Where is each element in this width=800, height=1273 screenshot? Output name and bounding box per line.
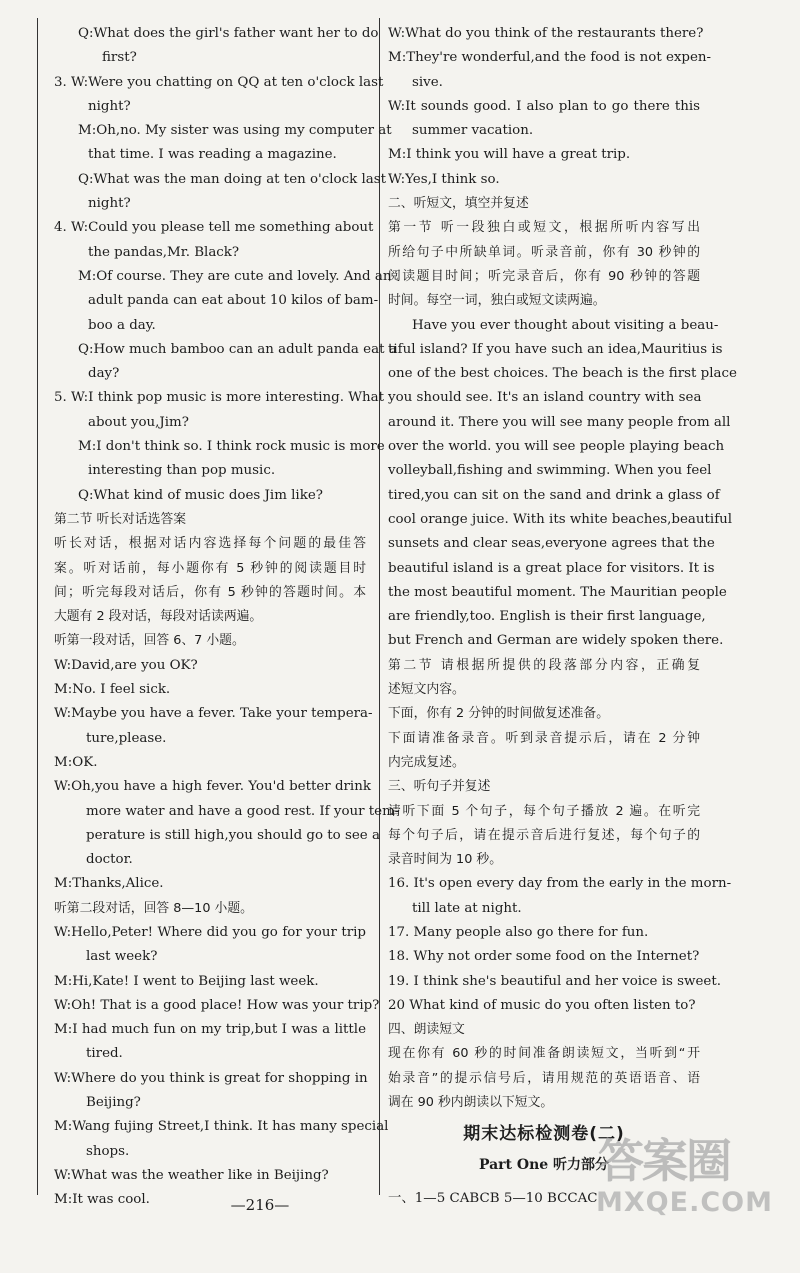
text-line: 案。听对话前，每小题你有 5 秒钟的阅读题目时 xyxy=(54,560,366,576)
text-line: M:I think you will have a great trip. xyxy=(388,147,631,163)
text-line: Beijing? xyxy=(86,1095,141,1111)
text-line: 16. It's open every day from the early in the morn- xyxy=(388,876,732,892)
text-line: 间；听完每段对话后，你有 5 秒钟的答题时间。本 xyxy=(54,584,366,600)
text-line: perature is still high,you should go to see a xyxy=(86,827,380,843)
text-line: 录音时间为 10 秒。 xyxy=(388,852,502,868)
text-line: W:Oh! That is a good place! How was your trip? xyxy=(54,997,380,1013)
text-line: W:Hello,Peter! Where did you go for your trip xyxy=(54,924,366,940)
text-line: 17. Many people also go there for fun. xyxy=(388,924,649,940)
text-line: around it. There you will see many people from all xyxy=(388,414,731,430)
text-line: W:What was the weather like in Beijing? xyxy=(54,1167,329,1183)
text-line: 听第二段对话，回答 8—10 小题。 xyxy=(54,900,253,916)
text-line: 4. W:Could you please tell me something about xyxy=(54,220,374,236)
text-line: 听长对话，根据对话内容选择每个问题的最佳答 xyxy=(54,536,366,552)
text-line: beautiful island is a great place for visitors. It is xyxy=(388,560,715,576)
text-line: 听第一段对话，回答 6、7 小题。 xyxy=(54,633,245,649)
text-line: W:David,are you OK? xyxy=(54,657,198,673)
text-line: 第二节 请根据所提供的段落部分内容，正确复 xyxy=(388,657,700,673)
text-line: M:It was cool. xyxy=(54,1192,150,1208)
text-line: W:Yes,I think so. xyxy=(388,171,500,187)
text-line: W:Maybe you have a fever. Take your tempera- xyxy=(54,706,373,722)
text-line: 阅读题目时间；听完录音后，你有 90 秒钟的答题 xyxy=(388,268,700,284)
text-line: are friendly,too. English is their first language, xyxy=(388,609,706,625)
text-line: W:What do you think of the restaurants there? xyxy=(388,26,704,41)
text-line: 二、听短文，填空并复述 xyxy=(388,196,529,212)
text-line: 所给句子中所缺单词。听录音前，你有 30 秒钟的 xyxy=(388,244,700,260)
text-line: 请听下面 5 个句子，每个句子播放 2 遍。在听完 xyxy=(388,803,700,819)
text-line: tiful island? If you have such an idea,Mauritius is xyxy=(388,341,723,357)
text-line: 始录音”的提示信号后，请用规范的英语语音、语 xyxy=(388,1070,700,1086)
text-line: M:No. I feel sick. xyxy=(54,682,171,698)
text-line: tired. xyxy=(86,1046,123,1062)
text-line: W:Where do you think is great for shopping in xyxy=(54,1070,368,1086)
part-title: Part One 听力部分 xyxy=(478,1157,610,1174)
left-margin-rule xyxy=(37,18,38,1195)
text-line: that time. I was reading a magazine. xyxy=(88,147,337,163)
text-line: 第一节 听一段独白或短文，根据所听内容写出 xyxy=(388,220,700,236)
text-line: summer vacation. xyxy=(412,123,534,139)
text-line: Q:What was the man doing at ten o'clock last xyxy=(78,171,386,187)
section-title: 期末达标检测卷(二) xyxy=(463,1124,625,1145)
text-line: 四、朗读短文 xyxy=(388,1022,465,1038)
text-line: 下面请准备录音。听到录音提示后，请在 2 分钟 xyxy=(388,730,700,746)
text-line: last week? xyxy=(86,949,158,965)
text-line: adult panda can eat about 10 kilos of bam- xyxy=(88,293,379,309)
text-line: but French and German are widely spoken there. xyxy=(388,633,724,649)
text-line: M:I had much fun on my trip,but I was a little xyxy=(54,1022,366,1038)
text-line: 每个句子后，请在提示音后进行复述，每个句子的 xyxy=(388,827,700,843)
text-line: night? xyxy=(88,196,131,212)
text-line: till late at night. xyxy=(412,900,522,916)
text-line: 20 What kind of music do you often listen to? xyxy=(388,997,696,1013)
text-line: M:Thanks,Alice. xyxy=(54,876,164,892)
text-line: cool orange juice. With its white beaches,beautiful xyxy=(388,511,733,527)
text-line: W:Oh,you have a high fever. You'd better drink xyxy=(54,779,371,795)
text-line: M:OK. xyxy=(54,754,98,770)
text-line: M:Wang fujing Street,I think. It has many special xyxy=(54,1119,389,1135)
text-line: first? xyxy=(102,50,137,66)
text-line: Have you ever thought about visiting a beau- xyxy=(412,317,719,333)
text-line: about you,Jim? xyxy=(88,414,189,430)
page-number: —216— xyxy=(230,1196,290,1214)
text-line: tired,you can sit on the sand and drink a glass of xyxy=(388,487,720,503)
right-column xyxy=(388,22,737,1212)
text-line: 第二节 听长对话选答案 xyxy=(54,511,187,527)
text-line: day? xyxy=(88,366,120,382)
text-line: 5. W:I think pop music is more interesting. What xyxy=(54,390,384,406)
text-line: one of the best choices. The beach is the first place xyxy=(388,366,737,382)
text-line: you should see. It's an island country with sea xyxy=(388,390,702,406)
text-line: sive. xyxy=(412,74,443,90)
text-line: shops. xyxy=(86,1143,130,1159)
watermark-logo: 答案圈 MXQE.COM xyxy=(596,1134,773,1218)
text-line: M:I don't think so. I think rock music is more xyxy=(78,439,385,455)
left-column xyxy=(54,22,400,1213)
text-line: M:Hi,Kate! I went to Beijing last week. xyxy=(54,973,319,989)
answer-line: 一、1—5 CABCB 5—10 BCCAC xyxy=(388,1191,598,1207)
text-line: boo a day. xyxy=(88,317,156,333)
text-line: 述短文内容。 xyxy=(388,682,465,698)
right-column-text xyxy=(388,22,737,1115)
text-line: Q:What does the girl's father want her to do xyxy=(78,26,379,41)
text-line: M:Oh,no. My sister was using my computer at xyxy=(78,123,392,139)
text-line: over the world. you will see people playing beach xyxy=(388,439,725,455)
text-line: doctor. xyxy=(86,852,133,868)
text-line: 现在你有 60 秒的时间准备朗读短文，当听到“开 xyxy=(388,1046,700,1062)
text-line: 3. W:Were you chatting on QQ at ten o'clock last xyxy=(54,74,384,90)
text-line: the most beautiful moment. The Mauritian people xyxy=(388,584,727,600)
text-line: interesting than pop music. xyxy=(88,463,276,479)
text-line: sunsets and clear seas,everyone agrees that the xyxy=(388,536,715,552)
text-line: 三、听句子并复述 xyxy=(388,779,491,795)
text-line: more water and have a good rest. If your tem- xyxy=(86,803,400,819)
text-line: the pandas,Mr. Black? xyxy=(88,244,240,260)
text-line: 大题有 2 段对话，每段对话读两遍。 xyxy=(54,609,263,625)
text-line: M:They're wonderful,and the food is not expen- xyxy=(388,50,712,66)
text-line: 下面，你有 2 分钟的时间做复述准备。 xyxy=(388,706,610,722)
text-line: 内完成复述。 xyxy=(388,754,465,770)
text-line: 调在 90 秒内朗读以下短文。 xyxy=(388,1095,554,1111)
text-line: night? xyxy=(88,98,131,114)
text-line: M:Of course. They are cute and lovely. And an xyxy=(78,268,392,284)
text-line: Q:How much bamboo can an adult panda eat a xyxy=(78,341,397,357)
text-line: W:It sounds good. I also plan to go there this xyxy=(388,98,700,114)
text-line: 18. Why not order some food on the Internet? xyxy=(388,949,700,965)
text-line: volleyball,fishing and swimming. When you feel xyxy=(388,463,712,479)
text-line: 19. I think she's beautiful and her voice is sweet. xyxy=(388,973,721,989)
text-line: ture,please. xyxy=(86,730,167,746)
column-divider xyxy=(379,18,380,1195)
text-line: 时间。每空一词，独白或短文读两遍。 xyxy=(388,293,606,309)
text-line: Q:What kind of music does Jim like? xyxy=(78,487,323,503)
